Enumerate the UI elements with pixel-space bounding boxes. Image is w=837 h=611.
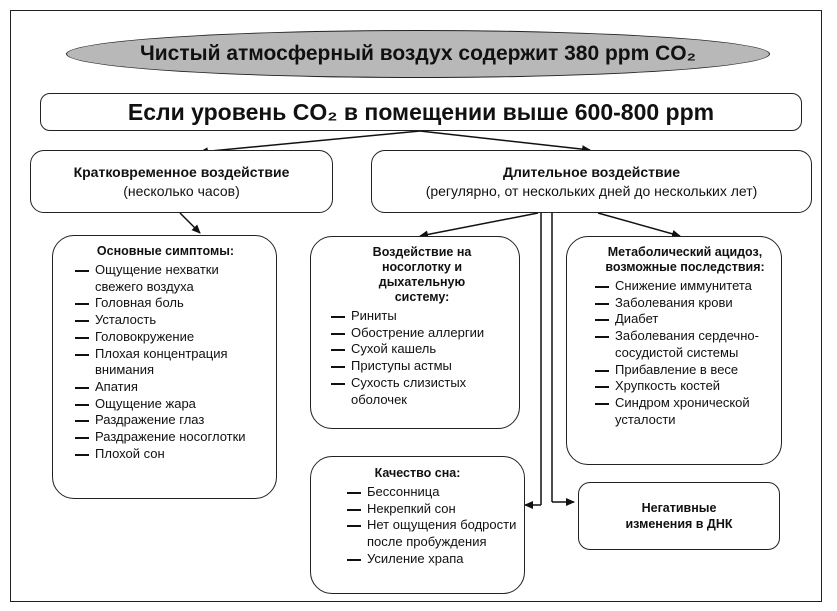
long-term-title: Длительное воздействие	[503, 164, 680, 180]
list-item: Сухой кашель	[331, 341, 513, 358]
list-item: Плохая концентрация внимания	[75, 346, 270, 379]
acidosis-title: Метаболический ацидоз, возможные последствия:	[605, 245, 765, 274]
list-item: Заболевания сердечно-сосудистой системы	[595, 328, 775, 361]
list-item: Диабет	[595, 311, 775, 328]
long-term-box	[371, 150, 812, 213]
symptoms-list	[75, 262, 270, 462]
list-item: Ощущение жара	[75, 396, 270, 413]
list-item: Некрепкий сон	[347, 501, 518, 518]
list-item: Хрупкость костей	[595, 378, 775, 395]
list-item: Усиление храпа	[347, 551, 518, 568]
long-term-subtitle: (регулярно, от нескольких дней до нескольких лет)	[425, 183, 758, 199]
respiratory-title: Воздействие на носоглотку и дыхательную систему:	[372, 245, 472, 304]
dna-changes-text: Негативные изменения в ДНК	[625, 501, 733, 531]
dna-changes-box	[578, 482, 780, 550]
acidosis-list	[595, 278, 775, 428]
acidosis-panel	[566, 236, 782, 465]
clean-air-text: Чистый атмосферный воздух содержит 380 ppm CO₂	[140, 42, 696, 65]
list-item: Сухость слизистых оболочек	[331, 375, 513, 408]
list-item: Прибавление в весе	[595, 362, 775, 379]
respiratory-list	[331, 308, 513, 408]
sleep-title: Качество сна:	[374, 466, 461, 480]
co2-threshold-text: Если уровень CO₂ в помещении выше 600-800 ppm	[127, 98, 715, 125]
list-item: Головная боль	[75, 295, 270, 312]
list-item: Обострение аллергии	[331, 325, 513, 342]
list-item: Нет ощущения бодрости после пробуждения	[347, 517, 518, 550]
list-item: Апатия	[75, 379, 270, 396]
list-item: Ощущение нехватки свежего воздуха	[75, 262, 270, 295]
clean-air-oval	[66, 30, 770, 78]
respiratory-panel	[310, 236, 520, 429]
list-item: Синдром хронической усталости	[595, 395, 775, 428]
list-item: Раздражение носоглотки	[75, 429, 270, 446]
list-item: Заболевания крови	[595, 295, 775, 312]
list-item: Раздражение глаз	[75, 412, 270, 429]
co2-threshold-header	[40, 93, 802, 131]
list-item: Приступы астмы	[331, 358, 513, 375]
short-term-title: Кратковременное воздействие	[73, 164, 290, 180]
sleep-list	[347, 484, 518, 568]
list-item: Плохой сон	[75, 446, 270, 463]
symptoms-title: Основные симптомы:	[96, 244, 235, 258]
sleep-panel	[310, 456, 525, 594]
list-item: Головокружение	[75, 329, 270, 346]
short-term-subtitle: (несколько часов)	[123, 183, 240, 199]
list-item: Риниты	[331, 308, 513, 325]
list-item: Снижение иммунитета	[595, 278, 775, 295]
symptoms-panel	[52, 235, 277, 499]
list-item: Усталость	[75, 312, 270, 329]
list-item: Бессонница	[347, 484, 518, 501]
short-term-box	[30, 150, 333, 213]
